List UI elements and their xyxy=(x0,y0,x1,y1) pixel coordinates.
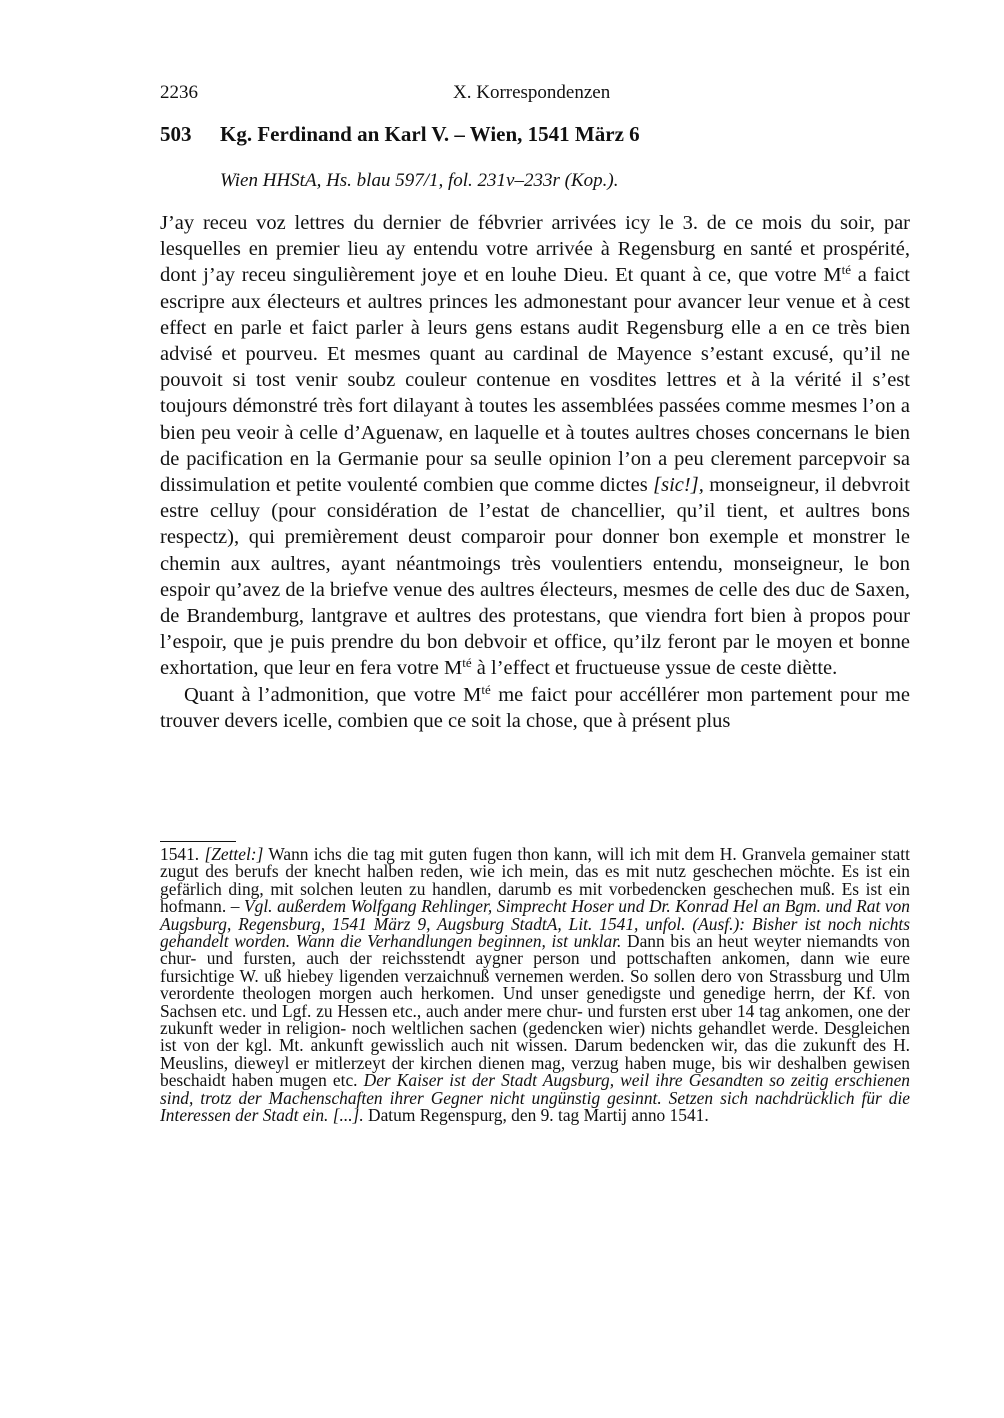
page-number: 2236 xyxy=(160,82,198,103)
text-run: me faict pour accéllérer mon partement pour me trouver devers icelle, combien que ce soit la chose, que à présent plus xyxy=(160,683,910,732)
footnote-number: 1541. xyxy=(160,844,200,864)
footnote-italic: Vgl. außerdem Wolfgang Rehlinger, Simprecht Hoser und Dr. Konrad Hel an Bgm. und Rat von Augsburg, Regensburg, 1541 März 9, Augsburg StadtA, Lit. 1541, unfol. (Ausf.): Bisher ist noch nichts gehandelt worden. Wann die Verhandlungen beginnen, ist unklar. xyxy=(160,896,911,952)
superscript: té xyxy=(841,262,852,278)
paragraph-1 xyxy=(160,210,910,682)
footnote-text: Dann bis an heut weyter niemandts von chur- und fursten, auch der reichsstendt aygner person und pottschaften ankomen, dann wie eure fursichtige W. uß hiebey ligenden verzaichnuß vernemen werden. So sollen dero von Strassburg und Ulm verordente theologen morgen auch herkomen. Und unser genedigste und genedige herrn, der Kf. von Sachsen etc. und Lgf. zu Hessen etc., auch ander mere chur- und fursten erst uber 14 tag ankomen, one der zukunft weder in religion- noch weltlichen sachen (gedencken wier) nichts gehandlet werde. Desgleichen ist von der kgl. Mt. ankunft gewisslich auch nit wissen. Darum bedencken wir, das die zukunft des H. Meuslins, dieweyl er mitlerzeyt der kirchen dienen mag, verzug haben muge, bis wir deshalben gewisen beschaidt haben mugen etc. xyxy=(160,931,911,1091)
text-run: a faict escripre aux électeurs et aultres princes les admonestant pour avancer leur venue et à cest effect en parle et faict parler à leurs gens estans audit Regensburg elle a en ce très bien advisé et pourveu. Et mesmes quant au cardinal de Mayence s’estant excusé, qu’il ne pouvoit si tost venir soubz couleur contenue en vosdites lettres et à la vérité il s’est toujours démonstré très fort dilayant à toutes les assemblées passées comme mesmes l’on a bien peu veoir à celle d’Aguenaw, en laquelle et à toutes aultres choses concernans le bien de pacification en la Germanie pour sa seulle opinion l’on a peu clerement parcepvoir sa dissimulation et petite voulenté combien que comme dictes xyxy=(160,264,910,497)
footnote-italic: Der Kaiser ist der Stadt Augsburg, weil ihre Gesandten so zeitig erschienen sind, trotz der Machenschaften ihrer Gegner nicht ungünstig gesinnt. Setzen sich nachdrücklich für die Interessen der Stadt ein. [...]. xyxy=(160,1070,910,1126)
letter-body xyxy=(160,210,910,734)
archival-source: Wien HHStA, Hs. blau 597/1, fol. 231v–233r (Kop.). xyxy=(220,170,619,191)
footnote-rule xyxy=(160,841,236,842)
paragraph-2 xyxy=(160,682,910,734)
document-title: Kg. Ferdinand an Karl V. – Wien, 1541 März 6 xyxy=(220,122,640,146)
footnote-italic: [Zettel:] xyxy=(204,844,264,864)
document-heading xyxy=(160,122,910,147)
superscript: té xyxy=(481,681,491,697)
document-number: 503 xyxy=(160,122,192,146)
text-run: J’ay receu voz lettres du dernier de fébvrier arrivées icy le 3. de ce mois du soir, par lesquelles en premier lieu ay entendu votre arrivée à Regensburg en santé et prospérité, dont j’ay receu singulièrement joye et en louhe Dieu. Et quant à ce, que votre M xyxy=(160,212,910,287)
sic-note: [sic!], xyxy=(653,474,704,497)
text-run: Quant à l’admonition, que votre M xyxy=(184,683,482,706)
footnote-text: Wann ichs die tag mit guten fugen thon kann, will ich mit dem H. Granvela gemainer statt zugut des berufs der knecht halben reden, wie ich mein, das es mit nutz geschechen möchte. Es ist ein gefärlich ding, mit solchen leuten zu handlen, darumb es mit vorbedencken geschechen muß. Es ist ein hofmann. – xyxy=(160,844,910,917)
text-run: à l’effect et fructueuse yssue de ceste diètte. xyxy=(471,657,838,680)
text-run: monseigneur, il debvroit estre celluy (pour considération de l’estat de chancellier, qu’il tient, et aultres bons respectz), qui premièrement deust comparoir pour donner bon exemple et monstrer le chemin aux aultres, ayant néantmoings très voulentiers entendu, monseigneur, le bon espoir qu’avez de la briefve venue des aultres électeurs, mesmes de celle des duc de Saxen, de Brandemburg, lantgrave et aultres des protestans, que viendra fort bien à propos pour l’espoir, que je puis prendre du bon debvoir et office, qu’ilz feront par le moyen et bonne exhortation, que leur en fera votre M xyxy=(160,474,911,680)
superscript: té xyxy=(462,655,472,671)
footnote xyxy=(160,846,910,1125)
footnote-text: Datum Regenspurg, den 9. tag Martij anno 1541. xyxy=(363,1105,709,1126)
running-head xyxy=(160,82,910,106)
running-title: X. Korrespondenzen xyxy=(453,82,611,103)
